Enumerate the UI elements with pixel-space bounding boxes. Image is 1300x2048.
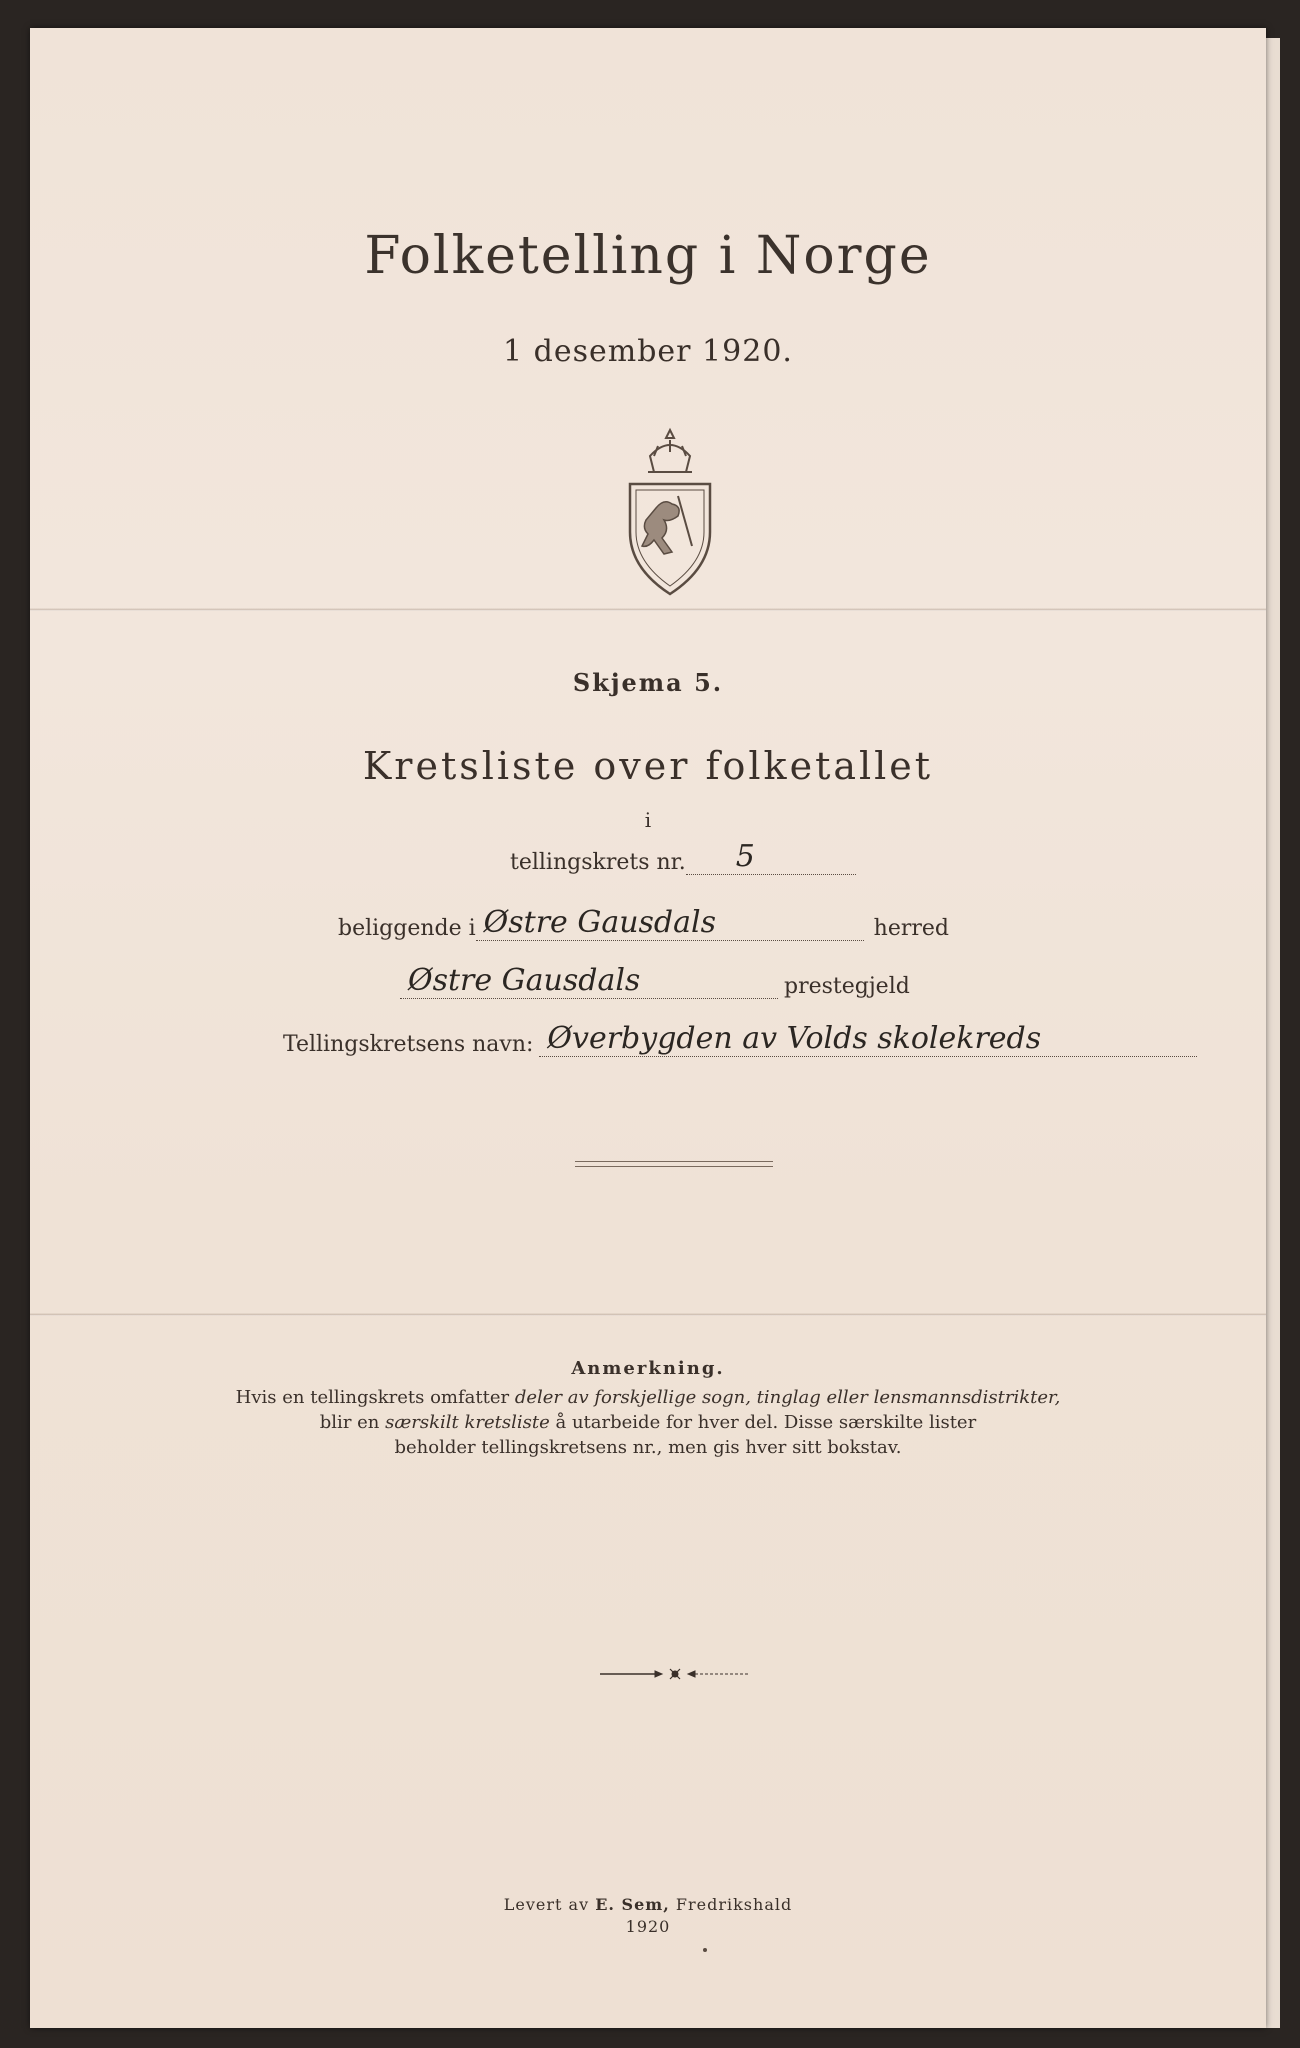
note-line-2: [30, 1410, 1266, 1435]
note-line-1: [30, 1385, 1266, 1410]
herred-label: herred: [873, 916, 949, 941]
page-title: Folketelling i Norge: [364, 226, 932, 286]
tellingskrets-row: [510, 840, 856, 875]
tellingskrets-number-field[interactable]: 5: [686, 840, 856, 875]
herred-field[interactable]: Østre Gausdals: [476, 906, 864, 941]
note-text: Hvis en tellingskrets omfatter: [235, 1387, 515, 1408]
kretsnavn-label: Tellingskretsens navn:: [283, 1032, 534, 1057]
beliggende-label: beliggende i: [338, 916, 476, 941]
footer-dot: [703, 1948, 707, 1952]
section-divider: [575, 1161, 773, 1167]
printer-year: 1920: [625, 1917, 671, 1936]
printer-footer: [30, 1894, 1266, 1938]
census-form-page: [30, 28, 1266, 2028]
kretsnavn-row: [283, 1022, 1197, 1057]
page-edge: [1266, 38, 1280, 2028]
printer-location: Fredrikshald: [669, 1895, 793, 1914]
fold-line: [30, 608, 1266, 611]
note-emphasis: særskilt kretsliste: [385, 1412, 550, 1433]
census-date: 1 desember 1920.: [503, 334, 793, 369]
prestegjeld-row: [400, 964, 910, 999]
coat-of-arms-icon: [620, 426, 720, 601]
printer-line: [30, 1894, 1266, 1916]
connector-word: i: [644, 808, 652, 832]
schema-number: Skjema 5.: [572, 668, 724, 697]
prestegjeld-label: prestegjeld: [784, 974, 910, 999]
ornament-divider-icon: [600, 1666, 750, 1682]
note-line-3: beholder tellingskretsens nr., men gis hver sitt bokstav.: [394, 1437, 902, 1458]
tellingskrets-label: tellingskrets nr.: [510, 850, 686, 875]
note-text: blir en: [319, 1412, 386, 1433]
kretsnavn-field[interactable]: Øverbygden av Volds skolekreds: [539, 1022, 1197, 1057]
note-emphasis: deler av forskjellige sogn, tinglag eller lensmannsdistrikter,: [514, 1387, 1061, 1408]
form-heading: Kretsliste over folketallet: [362, 744, 934, 788]
note-title: Anmerkning.: [571, 1358, 725, 1379]
beliggende-row: [338, 906, 949, 941]
note-text: å utarbeide for hver del. Disse særskilte lister: [549, 1412, 977, 1433]
prestegjeld-field[interactable]: Østre Gausdals: [400, 964, 778, 999]
printer-name: E. Sem,: [595, 1895, 670, 1914]
printer-text: Levert av: [503, 1895, 596, 1914]
fold-line: [30, 1313, 1266, 1316]
